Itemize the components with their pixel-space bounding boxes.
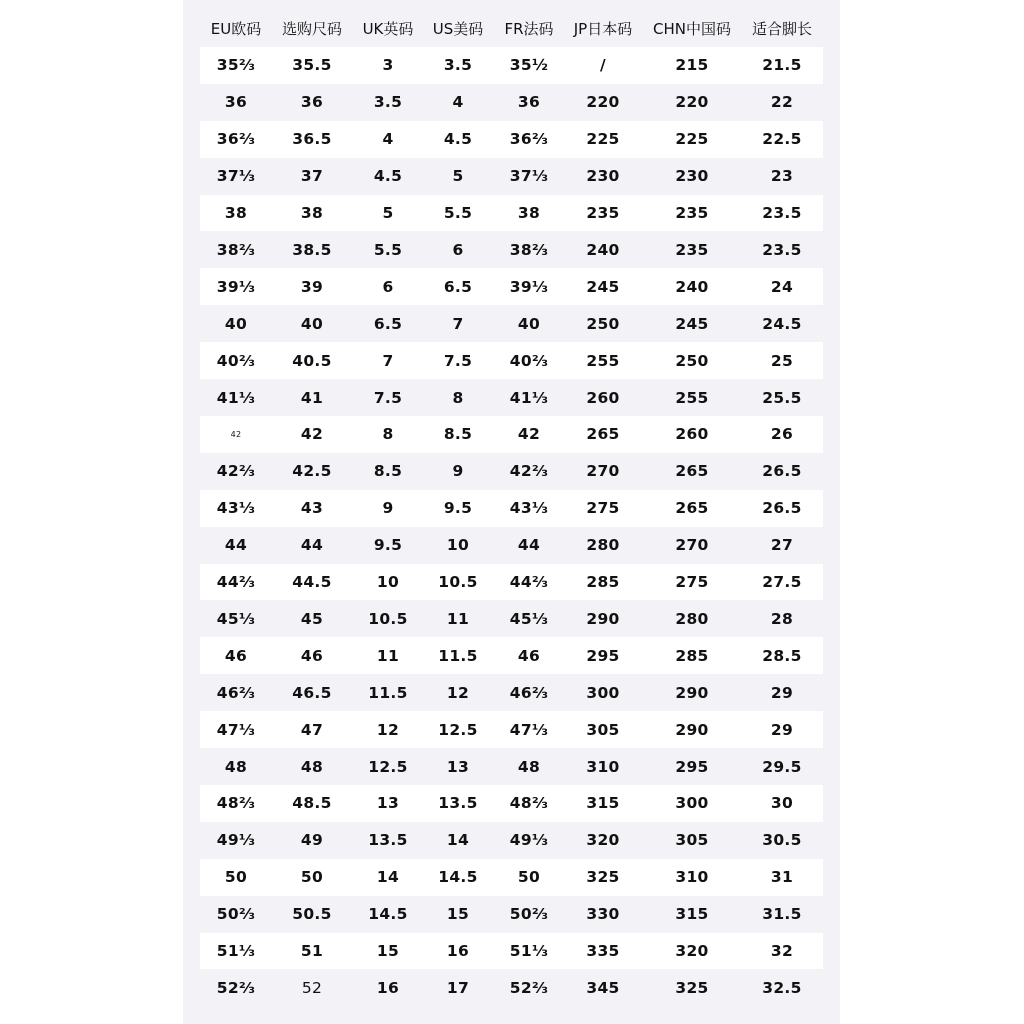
chn-size-cell: 255 — [675, 388, 709, 407]
eu-size-cell: 47⅓ — [216, 720, 256, 739]
us-size-cell: 14 — [446, 831, 470, 850]
eu-size-cell: 44⅔ — [216, 573, 256, 592]
purchase-size-cell: 42 — [300, 425, 324, 444]
chn-size-cell: 245 — [675, 314, 709, 333]
table-header — [200, 10, 823, 47]
purchase-size-cell: 43 — [300, 499, 324, 518]
us-size-cell: 10 — [446, 536, 470, 555]
foot-length-cell: 27.5 — [762, 573, 802, 592]
foot-length-cell: 27 — [770, 536, 794, 555]
jp-size-cell: 220 — [586, 93, 620, 112]
fr-size-cell: 52⅔ — [509, 978, 549, 997]
chn-size-cell: 225 — [675, 130, 709, 149]
chn-size-cell: 240 — [675, 277, 709, 296]
uk-size-cell: 4 — [382, 130, 394, 149]
us-size-cell: 8.5 — [443, 425, 473, 444]
foot-length-cell: 25.5 — [762, 388, 802, 407]
uk-size-cell: 12 — [376, 720, 400, 739]
purchase-size-cell: 49 — [300, 831, 324, 850]
table-row — [200, 232, 823, 269]
us-size-cell: 12 — [446, 683, 470, 702]
foot-length-cell: 32.5 — [762, 978, 802, 997]
purchase-size-cell: 38.5 — [292, 240, 332, 259]
fr-size-cell: 46 — [517, 646, 541, 665]
uk-size-cell: 14.5 — [368, 905, 408, 924]
chn-size-cell: 320 — [675, 942, 709, 961]
jp-size-cell: 250 — [586, 314, 620, 333]
us-size-cell: 17 — [446, 978, 470, 997]
jp-size-cell: 300 — [586, 683, 620, 702]
purchase-size-cell: 42.5 — [292, 462, 332, 481]
foot-length-cell: 23 — [770, 167, 794, 186]
jp-size-cell: 225 — [586, 130, 620, 149]
us-size-cell: 15 — [446, 905, 470, 924]
chn-size-cell: 310 — [675, 868, 709, 887]
us-size-cell: 12.5 — [438, 720, 478, 739]
table-row — [200, 47, 823, 84]
purchase-size-cell: 36.5 — [292, 130, 332, 149]
eu-size-cell: 45⅓ — [216, 609, 256, 628]
eu-size-cell: 52⅔ — [216, 978, 256, 997]
fr-size-cell: 39⅓ — [509, 277, 549, 296]
foot-length-cell: 30.5 — [762, 831, 802, 850]
table-row — [200, 711, 823, 748]
table-row — [200, 158, 823, 195]
us-size-cell: 13.5 — [438, 794, 478, 813]
fr-size-cell: 47⅓ — [509, 720, 549, 739]
foot-length-cell: 29 — [770, 720, 794, 739]
fr-size-cell: 46⅔ — [509, 683, 549, 702]
eu-size-cell: 37⅓ — [216, 167, 256, 186]
table-row — [200, 121, 823, 158]
chn-size-cell: 265 — [675, 462, 709, 481]
uk-size-cell: 6 — [382, 277, 394, 296]
fr-size-cell: 36 — [517, 93, 541, 112]
eu-size-cell: 38 — [224, 204, 248, 223]
us-size-cell: 5.5 — [443, 204, 473, 223]
purchase-size-cell: 48 — [300, 757, 324, 776]
foot-length-cell: 24.5 — [762, 314, 802, 333]
purchase-size-cell: 50.5 — [292, 905, 332, 924]
eu-size-cell: 42 — [230, 429, 242, 439]
table-row — [200, 305, 823, 342]
uk-size-cell: 6.5 — [373, 314, 403, 333]
eu-size-cell: 42⅔ — [216, 462, 256, 481]
fr-size-cell: 48⅔ — [509, 794, 549, 813]
chn-size-cell: 230 — [675, 167, 709, 186]
jp-size-cell: 230 — [586, 167, 620, 186]
uk-size-cell: 10.5 — [368, 609, 408, 628]
table-row — [200, 822, 823, 859]
jp-size-cell: 280 — [586, 536, 620, 555]
fr-size-cell: 40 — [517, 314, 541, 333]
uk-size-cell: 4.5 — [373, 167, 403, 186]
eu-size-cell: 50 — [224, 868, 248, 887]
uk-size-cell: 13 — [376, 794, 400, 813]
table-row — [200, 490, 823, 527]
us-size-cell: 14.5 — [438, 868, 478, 887]
header-purchase-size: 选购尺码 — [281, 20, 342, 38]
jp-size-cell: 285 — [586, 573, 620, 592]
uk-size-cell: 16 — [376, 978, 400, 997]
table-row — [200, 416, 823, 453]
fr-size-cell: 38⅔ — [509, 240, 549, 259]
chn-size-cell: 280 — [675, 609, 709, 628]
us-size-cell: 9.5 — [443, 499, 473, 518]
table-row — [200, 453, 823, 490]
foot-length-cell: 25 — [770, 351, 794, 370]
uk-size-cell: 14 — [376, 868, 400, 887]
jp-size-cell: 260 — [586, 388, 620, 407]
table-row — [200, 970, 823, 1007]
us-size-cell: 4 — [452, 93, 464, 112]
us-size-cell: 10.5 — [438, 573, 478, 592]
chn-size-cell: 235 — [675, 204, 709, 223]
uk-size-cell: 3 — [382, 56, 394, 75]
header-eu-size: EU欧码 — [210, 20, 262, 38]
eu-size-cell: 51⅓ — [216, 942, 256, 961]
uk-size-cell: 9 — [382, 499, 394, 518]
eu-size-cell: 49⅓ — [216, 831, 256, 850]
uk-size-cell: 5 — [382, 204, 394, 223]
uk-size-cell: 10 — [376, 573, 400, 592]
purchase-size-cell: 37 — [300, 167, 324, 186]
eu-size-cell: 50⅔ — [216, 905, 256, 924]
table-row — [200, 933, 823, 970]
fr-size-cell: 51⅓ — [509, 942, 549, 961]
chn-size-cell: 315 — [675, 905, 709, 924]
foot-length-cell: 28.5 — [762, 646, 802, 665]
foot-length-cell: 26 — [770, 425, 794, 444]
eu-size-cell: 44 — [224, 536, 248, 555]
us-size-cell: 8 — [452, 388, 464, 407]
uk-size-cell: 11.5 — [368, 683, 408, 702]
purchase-size-cell: 52 — [301, 978, 323, 997]
fr-size-cell: 41⅓ — [509, 388, 549, 407]
purchase-size-cell: 51 — [300, 942, 324, 961]
uk-size-cell: 13.5 — [368, 831, 408, 850]
uk-size-cell: 12.5 — [368, 757, 408, 776]
fr-size-cell: 50 — [517, 868, 541, 887]
fr-size-cell: 50⅔ — [509, 905, 549, 924]
table-row — [200, 637, 823, 674]
jp-size-cell: 240 — [586, 240, 620, 259]
header-chn-size: CHN中国码 — [653, 20, 731, 38]
eu-size-cell: 43⅓ — [216, 499, 256, 518]
foot-length-cell: 22.5 — [762, 130, 802, 149]
purchase-size-cell: 50 — [300, 868, 324, 887]
fr-size-cell: 44 — [517, 536, 541, 555]
chn-size-cell: 265 — [675, 499, 709, 518]
header-foot-length: 适合脚长 — [751, 20, 812, 38]
uk-size-cell: 15 — [376, 942, 400, 961]
fr-size-cell: 38 — [517, 204, 541, 223]
purchase-size-cell: 46.5 — [292, 683, 332, 702]
fr-size-cell: 37⅓ — [509, 167, 549, 186]
chn-size-cell: 220 — [675, 93, 709, 112]
fr-size-cell: 36⅔ — [509, 130, 549, 149]
chn-size-cell: 275 — [675, 573, 709, 592]
fr-size-cell: 48 — [517, 757, 541, 776]
header-jp-size: JP日本码 — [573, 20, 633, 38]
us-size-cell: 16 — [446, 942, 470, 961]
uk-size-cell: 7.5 — [373, 388, 403, 407]
table-row — [200, 84, 823, 121]
header-uk-size: UK英码 — [362, 20, 414, 38]
chn-size-cell: 285 — [675, 646, 709, 665]
table-row — [200, 785, 823, 822]
jp-size-cell: 295 — [586, 646, 620, 665]
purchase-size-cell: 46 — [300, 646, 324, 665]
purchase-size-cell: 45 — [300, 609, 324, 628]
eu-size-cell: 46⅔ — [216, 683, 256, 702]
foot-length-cell: 29 — [770, 683, 794, 702]
jp-size-cell: 245 — [586, 277, 620, 296]
purchase-size-cell: 41 — [300, 388, 324, 407]
table-row — [200, 896, 823, 933]
fr-size-cell: 42⅔ — [509, 462, 549, 481]
table-row — [200, 268, 823, 305]
chn-size-cell: 305 — [675, 831, 709, 850]
us-size-cell: 6.5 — [443, 277, 473, 296]
eu-size-cell: 48⅔ — [216, 794, 256, 813]
eu-size-cell: 35⅔ — [216, 56, 256, 75]
jp-size-cell: 330 — [586, 905, 620, 924]
purchase-size-cell: 40 — [300, 314, 324, 333]
chn-size-cell: 260 — [675, 425, 709, 444]
foot-length-cell: 26.5 — [762, 462, 802, 481]
foot-length-cell: 23.5 — [762, 240, 802, 259]
foot-length-cell: 24 — [770, 277, 794, 296]
table-row — [200, 564, 823, 601]
us-size-cell: 7 — [452, 314, 464, 333]
chn-size-cell: 295 — [675, 757, 709, 776]
uk-size-cell: 3.5 — [373, 93, 403, 112]
foot-length-cell: 29.5 — [762, 757, 802, 776]
table-row — [200, 748, 823, 785]
eu-size-cell: 48 — [224, 757, 248, 776]
fr-size-cell: 45⅓ — [509, 609, 549, 628]
uk-size-cell: 9.5 — [373, 536, 403, 555]
chn-size-cell: 250 — [675, 351, 709, 370]
table-row — [200, 859, 823, 896]
uk-size-cell: 8.5 — [373, 462, 403, 481]
us-size-cell: 13 — [446, 757, 470, 776]
chn-size-cell: 270 — [675, 536, 709, 555]
table-row — [200, 195, 823, 232]
purchase-size-cell: 47 — [300, 720, 324, 739]
header-fr-size: FR法码 — [504, 20, 554, 38]
chn-size-cell: 235 — [675, 240, 709, 259]
purchase-size-cell: 35.5 — [292, 56, 332, 75]
eu-size-cell: 40⅔ — [216, 351, 256, 370]
table-row — [200, 527, 823, 564]
chn-size-cell: 300 — [675, 794, 709, 813]
jp-size-cell: 315 — [586, 794, 620, 813]
foot-length-cell: 31.5 — [762, 905, 802, 924]
uk-size-cell: 11 — [376, 646, 400, 665]
eu-size-cell: 38⅔ — [216, 240, 256, 259]
eu-size-cell: 41⅓ — [216, 388, 256, 407]
fr-size-cell: 40⅔ — [509, 351, 549, 370]
eu-size-cell: 40 — [224, 314, 248, 333]
table-row — [200, 601, 823, 638]
uk-size-cell: 8 — [382, 425, 394, 444]
fr-size-cell: 35½ — [509, 56, 549, 75]
purchase-size-cell: 44 — [300, 536, 324, 555]
fr-size-cell: 42 — [517, 425, 541, 444]
foot-length-cell: 23.5 — [762, 204, 802, 223]
jp-size-cell: 255 — [586, 351, 620, 370]
us-size-cell: 11 — [446, 609, 470, 628]
us-size-cell: 4.5 — [443, 130, 473, 149]
purchase-size-cell: 40.5 — [292, 351, 332, 370]
eu-size-cell: 39⅓ — [216, 277, 256, 296]
foot-length-cell: 30 — [770, 794, 794, 813]
jp-size-cell: / — [600, 56, 606, 75]
jp-size-cell: 275 — [586, 499, 620, 518]
fr-size-cell: 49⅓ — [509, 831, 549, 850]
foot-length-cell: 22 — [770, 93, 794, 112]
eu-size-cell: 46 — [224, 646, 248, 665]
table-row — [200, 674, 823, 711]
jp-size-cell: 345 — [586, 978, 620, 997]
chn-size-cell: 215 — [675, 56, 709, 75]
jp-size-cell: 235 — [586, 204, 620, 223]
us-size-cell: 9 — [452, 462, 464, 481]
jp-size-cell: 325 — [586, 868, 620, 887]
eu-size-cell: 36⅔ — [216, 130, 256, 149]
jp-size-cell: 265 — [586, 425, 620, 444]
foot-length-cell: 32 — [770, 942, 794, 961]
jp-size-cell: 305 — [586, 720, 620, 739]
jp-size-cell: 290 — [586, 609, 620, 628]
jp-size-cell: 320 — [586, 831, 620, 850]
purchase-size-cell: 48.5 — [292, 794, 332, 813]
fr-size-cell: 44⅔ — [509, 573, 549, 592]
jp-size-cell: 310 — [586, 757, 620, 776]
us-size-cell: 7.5 — [443, 351, 473, 370]
fr-size-cell: 43⅓ — [509, 499, 549, 518]
us-size-cell: 11.5 — [438, 646, 478, 665]
table-row — [200, 342, 823, 379]
chn-size-cell: 290 — [675, 683, 709, 702]
us-size-cell: 3.5 — [443, 56, 473, 75]
purchase-size-cell: 39 — [300, 277, 324, 296]
foot-length-cell: 21.5 — [762, 56, 802, 75]
jp-size-cell: 335 — [586, 942, 620, 961]
chn-size-cell: 290 — [675, 720, 709, 739]
us-size-cell: 6 — [452, 240, 464, 259]
header-us-size: US美码 — [432, 20, 484, 38]
uk-size-cell: 7 — [382, 351, 394, 370]
purchase-size-cell: 44.5 — [292, 573, 332, 592]
uk-size-cell: 5.5 — [373, 240, 403, 259]
foot-length-cell: 28 — [770, 609, 794, 628]
foot-length-cell: 26.5 — [762, 499, 802, 518]
foot-length-cell: 31 — [770, 868, 794, 887]
table-row — [200, 379, 823, 416]
eu-size-cell: 36 — [224, 93, 248, 112]
purchase-size-cell: 36 — [300, 93, 324, 112]
jp-size-cell: 270 — [586, 462, 620, 481]
chn-size-cell: 325 — [675, 978, 709, 997]
us-size-cell: 5 — [452, 167, 464, 186]
purchase-size-cell: 38 — [300, 204, 324, 223]
